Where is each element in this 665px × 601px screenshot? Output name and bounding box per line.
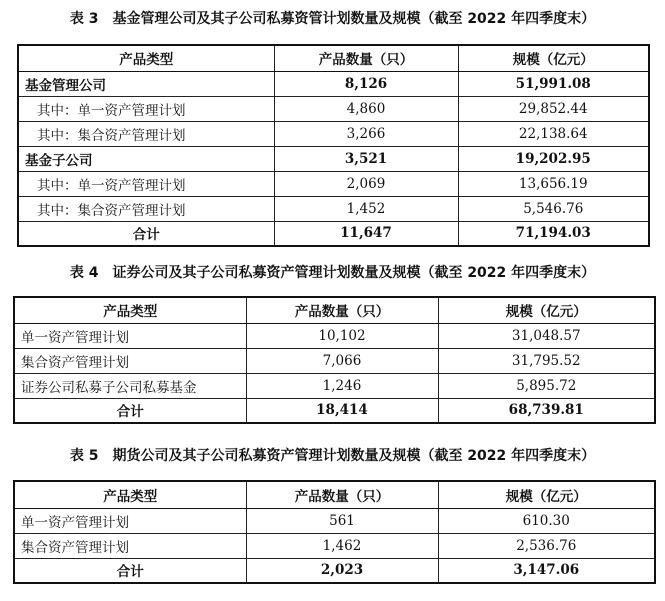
total-scale: 3,147.06 [438, 558, 655, 583]
table3 [17, 44, 650, 247]
table-total-row [14, 558, 655, 583]
table4-header-count: 产品数量（只） [246, 297, 438, 323]
table-row [14, 533, 655, 558]
table-row [14, 508, 655, 533]
table5-header-type: 产品类型 [14, 481, 246, 508]
row-scale: 29,852.44 [458, 96, 649, 121]
table5-caption: 表 5 期货公司及其子公司私募资产管理计划数量及规模（截至 2022 年四季度末） [69, 448, 596, 464]
row-scale: 22,138.64 [458, 121, 649, 146]
table3-header-type: 产品类型 [18, 45, 274, 71]
row-type: 单一资产管理计划 [14, 323, 246, 348]
row-count: 1,246 [246, 373, 438, 398]
row-count: 561 [246, 508, 438, 533]
row-scale: 13,656.19 [458, 171, 649, 196]
row-type: 集合资产管理计划 [14, 533, 246, 558]
table-row [14, 348, 655, 373]
row-count: 1,462 [246, 533, 438, 558]
row-scale: 5,895.72 [438, 373, 655, 398]
table-row [18, 96, 649, 121]
row-scale: 51,991.08 [458, 71, 649, 96]
table4-caption: 表 4 证券公司及其子公司私募资产管理计划数量及规模（截至 2022 年四季度末） [69, 265, 596, 281]
row-count: 10,102 [246, 323, 438, 348]
row-scale: 5,546.76 [458, 196, 649, 221]
table5-header-row [14, 481, 655, 508]
row-count: 4,860 [274, 96, 458, 121]
table3-header-row [18, 45, 649, 71]
total-count: 18,414 [246, 398, 438, 423]
table3-header-scale: 规模（亿元） [458, 45, 649, 71]
table5 [13, 480, 656, 584]
table3-caption: 表 3 基金管理公司及其子公司私募资管计划数量及规模（截至 2022 年四季度末） [69, 11, 596, 27]
table-row [14, 323, 655, 348]
row-scale: 31,048.57 [438, 323, 655, 348]
row-count: 2,069 [274, 171, 458, 196]
row-type: 证券公司私募子公司私募基金 [14, 373, 246, 398]
row-type: 其中：集合资产管理计划 [18, 196, 274, 221]
total-count: 2,023 [246, 558, 438, 583]
table-row [18, 146, 649, 171]
table-row [14, 373, 655, 398]
table3-header-count: 产品数量（只） [274, 45, 458, 71]
table4-header-type: 产品类型 [14, 297, 246, 323]
table-total-row [18, 221, 649, 246]
row-scale: 31,795.52 [438, 348, 655, 373]
row-count: 3,521 [274, 146, 458, 171]
total-label: 合计 [14, 398, 246, 423]
table4-header-scale: 规模（亿元） [438, 297, 655, 323]
row-type: 单一资产管理计划 [14, 508, 246, 533]
table5-header-count: 产品数量（只） [246, 481, 438, 508]
total-count: 11,647 [274, 221, 458, 246]
row-type: 基金管理公司 [18, 71, 274, 96]
table-total-row [14, 398, 655, 423]
table-row [18, 196, 649, 221]
total-label: 合计 [18, 221, 274, 246]
row-type: 其中：集合资产管理计划 [18, 121, 274, 146]
row-count: 1,452 [274, 196, 458, 221]
table-row [18, 171, 649, 196]
total-scale: 71,194.03 [458, 221, 649, 246]
table-row [18, 121, 649, 146]
row-type: 基金子公司 [18, 146, 274, 171]
table-row [18, 71, 649, 96]
table5-header-scale: 规模（亿元） [438, 481, 655, 508]
row-type: 其中：单一资产管理计划 [18, 171, 274, 196]
table4-header-row [14, 297, 655, 323]
row-type: 集合资产管理计划 [14, 348, 246, 373]
row-count: 7,066 [246, 348, 438, 373]
table4 [13, 296, 656, 424]
row-scale: 610.30 [438, 508, 655, 533]
total-scale: 68,739.81 [438, 398, 655, 423]
row-scale: 2,536.76 [438, 533, 655, 558]
row-count: 3,266 [274, 121, 458, 146]
row-type: 其中：单一资产管理计划 [18, 96, 274, 121]
row-scale: 19,202.95 [458, 146, 649, 171]
row-count: 8,126 [274, 71, 458, 96]
total-label: 合计 [14, 558, 246, 583]
